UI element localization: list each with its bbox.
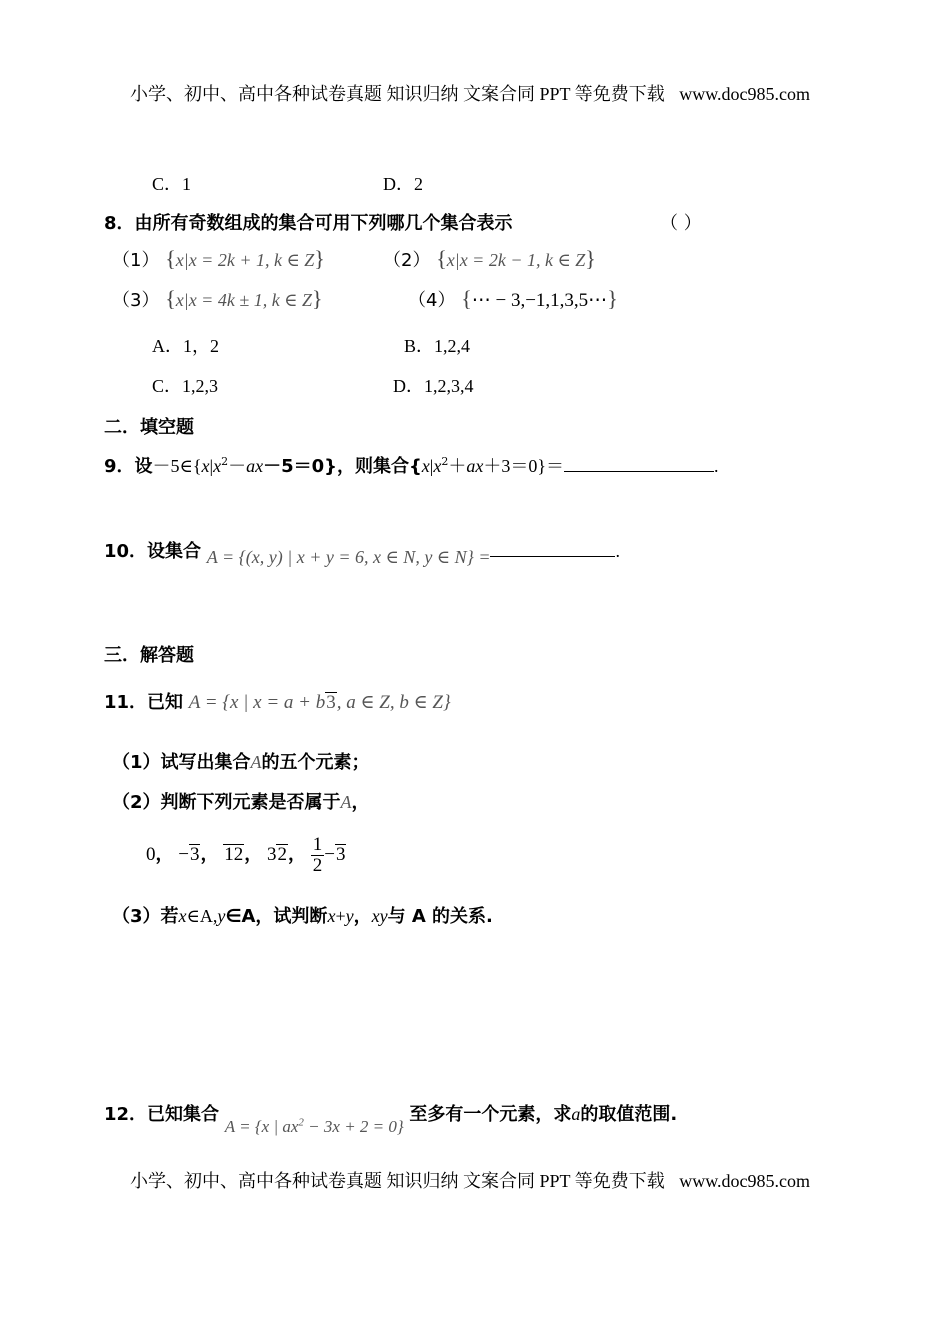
q12-mid: 至多有一个元素，求 bbox=[409, 1104, 572, 1125]
q8-set-4-label: （4） bbox=[408, 290, 456, 311]
q11-el-4-den: 2 bbox=[312, 854, 323, 876]
q9-period: . bbox=[714, 456, 719, 476]
q11-el-1-sqrt: 3 bbox=[189, 843, 200, 865]
q9 bbox=[104, 452, 719, 478]
header-text: 小学、初中、高中各种试卷真题 知识归纳 文案合同 PPT 等免费下载 bbox=[130, 84, 665, 104]
q8-set-1: （1） {x|x = 2k + 1, k ∈ Z} bbox=[112, 246, 325, 271]
q11-part2 bbox=[112, 788, 370, 814]
q11-elements bbox=[146, 835, 346, 876]
section-solve-title: 三．解答题 bbox=[104, 645, 194, 666]
q9-sup: 2 bbox=[221, 455, 229, 468]
q11-part3-xy: xy bbox=[371, 906, 388, 926]
q11-el-3-coef: 3 bbox=[266, 843, 277, 865]
q11-part1-tail: 的五个元素； bbox=[261, 752, 370, 773]
q11-part3-tail: 与 A 的关系. bbox=[387, 906, 493, 927]
q11-part3-inA: ∈A, bbox=[186, 906, 218, 926]
footer-text: 小学、初中、高中各种试卷真题 知识归纳 文案合同 PPT 等免费下载 bbox=[130, 1171, 665, 1191]
q9-minus: － bbox=[228, 456, 247, 476]
q10-answer-blank[interactable] bbox=[490, 540, 615, 557]
q11-comma: ， bbox=[200, 843, 219, 865]
q12-expr-b: − 3x + 2 = 0} bbox=[303, 1117, 404, 1136]
q11-el-4-frac bbox=[311, 835, 325, 876]
q9-var-x2-b: x bbox=[433, 456, 442, 476]
q8-set-3-label: （3） bbox=[112, 290, 160, 311]
section-fill-blank-title: 二．填空题 bbox=[104, 417, 194, 438]
q9-part1: －5∈{ bbox=[152, 456, 202, 476]
q11-part3-label: （3）若 bbox=[112, 906, 179, 927]
q11-part3-x2: x bbox=[327, 906, 336, 926]
q9-bar: | bbox=[209, 456, 214, 476]
q8-set-4: （4） {⋯ − 3,−1,1,3,5⋯} bbox=[408, 286, 618, 311]
footer-url: www.doc985.com bbox=[679, 1171, 811, 1191]
q11-el-1-minus: − bbox=[178, 843, 189, 865]
q11-sqrt3: 3 bbox=[326, 692, 336, 713]
q9-plus: ＋ bbox=[448, 456, 467, 476]
q9-var-x-b: x bbox=[421, 456, 430, 476]
q11-prefix: 11．已知 bbox=[104, 692, 184, 713]
q11-el-4-num: 1 bbox=[312, 834, 323, 855]
q11-part3-judge: ∈A，试判断 bbox=[225, 906, 328, 927]
q10 bbox=[104, 537, 620, 567]
q10-period: . bbox=[615, 541, 620, 561]
q12-var-a: a bbox=[571, 1104, 581, 1124]
page-footer bbox=[130, 1167, 810, 1193]
q11-el-4-minus: − bbox=[324, 843, 335, 865]
q8-set-3-expr: x|x = 4k ± 1, k ∈ Z bbox=[175, 290, 313, 310]
q9-var-ax: ax bbox=[246, 456, 264, 476]
q9-part2: －5＝0}，则集合{ bbox=[263, 456, 422, 477]
q10-expr: A = {(x, y) | x + y = 6, x ∈ N, y ∈ N} = bbox=[206, 547, 491, 567]
q8-set-1-label: （1） bbox=[112, 250, 160, 271]
q12-tail: 的取值范围. bbox=[580, 1104, 678, 1125]
q8-option-c: C．1,2,3 bbox=[152, 376, 219, 396]
q11-part1-label: （1）试写出集合 bbox=[112, 752, 251, 773]
q8-option-b: B．1,2,4 bbox=[404, 336, 471, 356]
q8-option-d: D．1,2,3,4 bbox=[393, 376, 474, 396]
q9-prefix: 9．设 bbox=[104, 456, 153, 477]
page-header bbox=[130, 80, 810, 106]
q9-bar-b: | bbox=[429, 456, 434, 476]
q11-el-3-sqrt: 2 bbox=[277, 843, 287, 865]
q7-option-c: C．1 bbox=[152, 174, 192, 194]
q8-set-3: （3） {x|x = 4k ± 1, k ∈ Z} bbox=[112, 286, 323, 311]
q8-set-2-expr: x|x = 2k − 1, k ∈ Z bbox=[446, 250, 586, 270]
q8-set-1-expr: x|x = 2k + 1, k ∈ Z bbox=[175, 250, 315, 270]
q11-expr-b: , a ∈ Z, b ∈ Z} bbox=[336, 692, 451, 713]
q11-part1 bbox=[112, 748, 370, 774]
q11-part3-comma: ， bbox=[353, 906, 372, 927]
q11-el-2-sqrt: 12 bbox=[224, 843, 244, 865]
q11-part3-y2: y bbox=[345, 906, 354, 926]
q11-part3 bbox=[112, 902, 493, 928]
q12-expr-a: A = {x | ax bbox=[224, 1117, 299, 1136]
q8-stem: 8．由所有奇数组成的集合可用下列哪几个集合表示 bbox=[104, 213, 513, 234]
q11-expr-a: A = {x | x = a + b bbox=[188, 692, 326, 713]
q7-option-d: D．2 bbox=[383, 174, 423, 194]
q9-part3: ＋3＝0}＝ bbox=[483, 456, 565, 476]
q11-part3-x: x bbox=[178, 906, 187, 926]
q8-set-2-label: （2） bbox=[383, 250, 431, 271]
q11-part3-plus: + bbox=[335, 906, 346, 926]
q8-set-4-expr: ⋯ − 3,−1,1,3,5⋯ bbox=[471, 290, 608, 311]
q11-comma: ， bbox=[244, 843, 263, 865]
q11-comma: ， bbox=[287, 843, 306, 865]
q8-set-2: （2） {x|x = 2k − 1, k ∈ Z} bbox=[383, 246, 596, 271]
header-url: www.doc985.com bbox=[679, 84, 811, 104]
q12-prefix: 12．已知集合 bbox=[104, 1104, 220, 1125]
q11-part1-A: A bbox=[250, 752, 262, 772]
q9-sup-b: 2 bbox=[441, 455, 449, 468]
q11-part2-label: （2）判断下列元素是否属于 bbox=[112, 792, 341, 813]
q9-answer-blank[interactable] bbox=[564, 455, 714, 472]
q11-part2-tail: ， bbox=[351, 792, 370, 813]
q9-var-x: x bbox=[201, 456, 210, 476]
q12 bbox=[104, 1100, 678, 1136]
q8-answer-paren: （ ） bbox=[660, 213, 702, 234]
q11-comma: ， bbox=[155, 843, 174, 865]
q11-el-4-sqrt: 3 bbox=[335, 843, 346, 865]
q11-el-0: 0 bbox=[146, 843, 156, 865]
q9-var-ax-b: ax bbox=[466, 456, 484, 476]
q8-option-a: A．1，2 bbox=[152, 336, 219, 356]
q12-sup: 2 bbox=[298, 1116, 304, 1129]
q9-var-x2: x bbox=[213, 456, 222, 476]
q11-part3-y: y bbox=[217, 906, 226, 926]
q10-prefix: 10．设集合 bbox=[104, 541, 202, 562]
q11-stem bbox=[104, 688, 451, 714]
q11-part2-A: A bbox=[340, 792, 352, 812]
